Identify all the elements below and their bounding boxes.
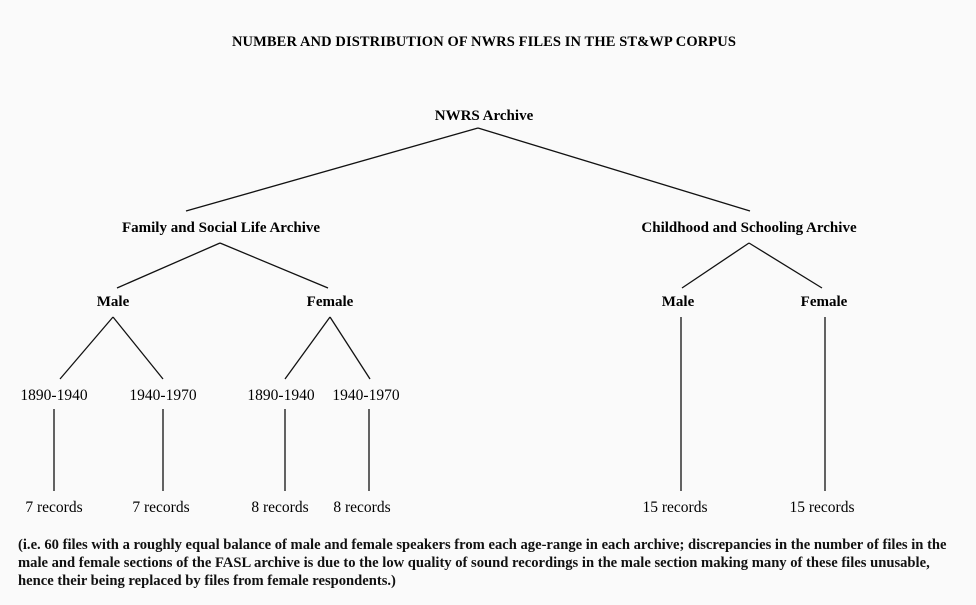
node-csa-male: Male [661,294,695,310]
records-csa-male: 15 records [642,499,708,516]
records-fasl-female-1890-1940: 8 records [251,499,309,516]
page-title: NUMBER AND DISTRIBUTION OF NWRS FILES IN THE ST&WP CORPUS [231,34,737,50]
edge-csa-to-female [749,243,822,288]
edge-fasl-female-to-early [285,317,330,379]
node-fasl-female-1890-1940: 1890-1940 [247,387,315,404]
node-fasl-male-1940-1970: 1940-1970 [129,387,197,404]
node-fasl-male: Male [96,294,130,310]
edge-csa-to-male [682,243,749,288]
node-csa-female: Female [800,294,848,310]
edge-root-to-fasl [186,128,478,211]
node-fasl-female-1940-1970: 1940-1970 [332,387,400,404]
node-csa-archive: Childhood and Schooling Archive [641,220,857,236]
edge-fasl-female-to-late [330,317,370,379]
node-nwrs-archive: NWRS Archive [434,108,534,124]
edge-fasl-to-female [220,243,328,288]
footnote: (i.e. 60 files with a roughly equal balance of male and female speakers from each age-range in each archive; discrepancies in the number of files in the male and female sections of the FASL archive is due to the low quality of sound recordings in the male section making many of these files unusable, hence their being replaced by files from female respondents.) [18,537,947,589]
edge-root-to-csa [478,128,750,211]
node-fasl-female: Female [306,294,354,310]
node-fasl-male-1890-1940: 1890-1940 [20,387,88,404]
edge-fasl-male-to-late [113,317,163,379]
edge-fasl-to-male [117,243,220,288]
edge-fasl-male-to-early [60,317,113,379]
records-fasl-male-1890-1940: 7 records [25,499,83,516]
records-fasl-female-1940-1970: 8 records [333,499,391,516]
node-fasl-archive: Family and Social Life Archive [121,220,321,236]
records-csa-female: 15 records [789,499,855,516]
records-fasl-male-1940-1970: 7 records [132,499,190,516]
